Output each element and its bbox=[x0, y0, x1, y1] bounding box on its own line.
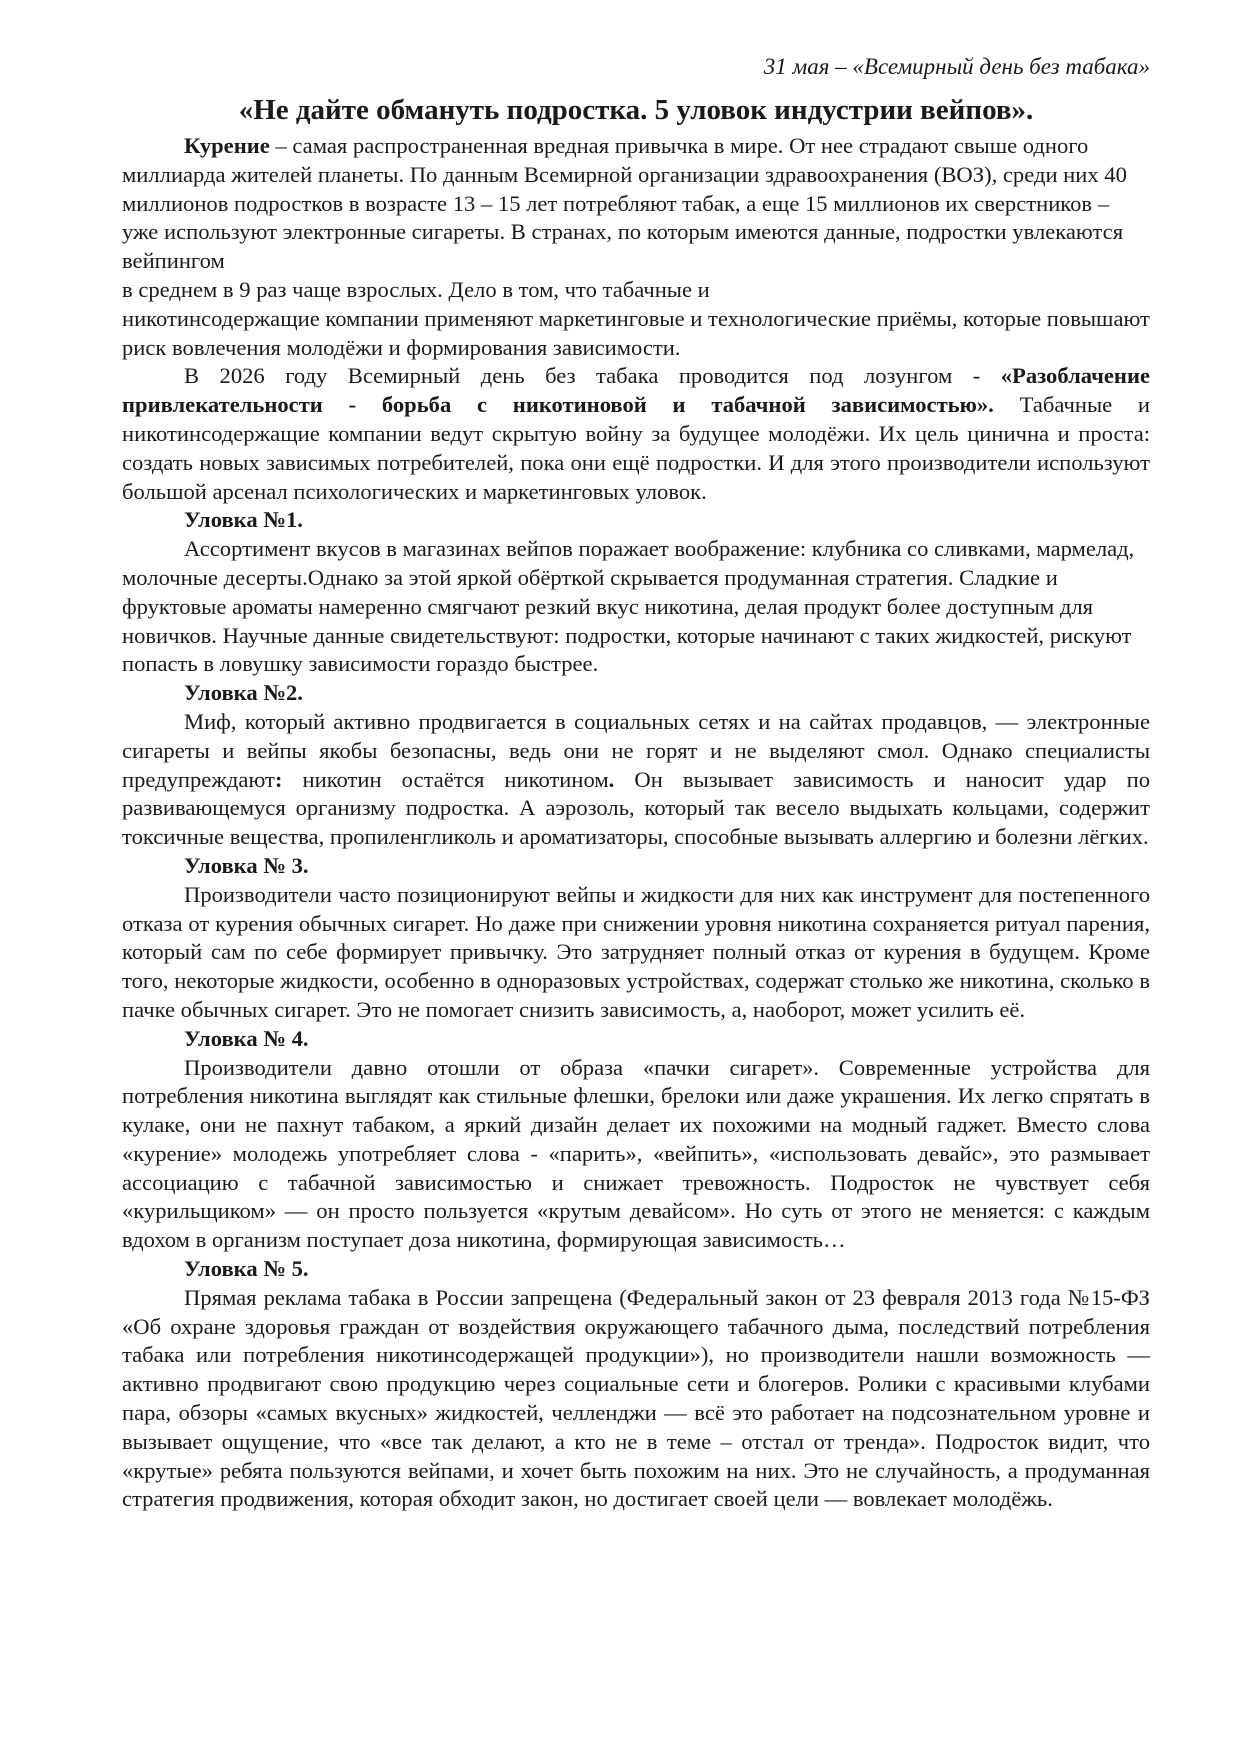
trick-2-text-b: никотин остаётся никотином bbox=[282, 766, 609, 792]
trick-2-dot: . bbox=[608, 766, 615, 792]
trick-2-text-a: Миф, который активно продвигается в социальных сетях и на сайтах продавцов, — электронные сигареты и вейпы якобы безопасны, ведь они не горят и не выделяют смол. Однако специалисты предупреждают bbox=[122, 708, 1150, 792]
intro-line-3: никотинсодержащие компании применяют маркетинговые и технологические приёмы, которые повышают риск вовлечения молодёжи и формирования зависимости. bbox=[122, 305, 1150, 360]
slogan-text-1: В 2026 году Всемирный день без табака проводится под лозунгом - bbox=[184, 363, 1001, 389]
document-page bbox=[122, 52, 1150, 1514]
trick-4-text: Производители давно отошли от образа «пачки сигарет». Современные устройства для потребления никотина выглядят как стильные флешки, брелоки или даже украшения. Их легко спрятать в кулаке, они не пахнут табаком, а яркий дизайн делает их похожими на модный гаджет. Вместо слова «курение» молодежь употребляет слова - «парить», «вейпить», «использовать девайс», это размывает ассоциацию с табачной зависимостью и снижает тревожность. Подросток не чувствует себя «курильщиком» — он просто пользуется «крутым девайсом». Но суть от этого не меняется: с каждым вдохом в организм поступает доза никотина, формирующая зависимость… bbox=[122, 1054, 1150, 1253]
slogan-bold: «Разоблачение привлекательности - борьба с никотиновой и табачной зависимостью». bbox=[122, 363, 1150, 418]
header-note: 31 мая – «Всемирный день без табака» bbox=[763, 54, 1150, 79]
slogan-text-2: Табачные и никотинсодержащие компании ведут скрытую войну за будущее молодёжи. Их цель цинична и проста: создать новых зависимых потребителей, пока они ещё подростки. И для этого производители используют большой арсенал психологических и маркетинговых уловок. bbox=[122, 392, 1151, 504]
trick-5-text: Прямая реклама табака в России запрещена (Федеральный закон от 23 февраля 2013 года №15-ФЗ «Об охране здоровья граждан от воздействия окружающего табачного дыма, последствий потребления табака или потребления никотинсодержащей продукции»), но производители нашли возможность — активно продвигают свою продукцию через социальные сети и блогеров. Ролики с красивыми клубами пара, обзоры «самых вкусных» жидкостей, челленджи — всё это работает на подсознательном уровне и вызывает ощущение, что «все так делают, а кто не в теме – отстал от тренда». Подросток видит, что «крутые» ребята пользуются вейпами, и хочет быть похожим на них. Это не случайность, а продуманная стратегия продвижения, которая обходит закон, но достигает своей цели — вовлекает молодёжь. bbox=[122, 1284, 1150, 1512]
trick-2-text bbox=[122, 708, 1150, 852]
slogan-paragraph bbox=[122, 362, 1150, 506]
trick-1-text: Ассортимент вкусов в магазинах вейпов поражает воображение: клубника со сливками, мармелад, молочные десерты.Однако за этой яркой обёрткой скрывается продуманная стратегия. Сладкие и фруктовые ароматы намеренно смягчают резкий вкус никотина, делая продукт более доступным для новичков. Научные данные свидетельствуют: подростки, которые начинают с таких жидкостей, рискуют попасть в ловушку зависимости гораздо быстрее. bbox=[122, 536, 1135, 677]
intro-paragraph bbox=[122, 132, 1150, 276]
trick-4-heading: Уловка № 4. bbox=[184, 1025, 309, 1051]
intro-text: – самая распространенная вредная привычка в мире. От нее страдают свыше одного миллиарда жителей планеты. По данным Всемирной организации здравоохранения (ВОЗ), среди них 40 миллионов подростков в возрасте 13 – 15 лет потребляют табак, а еще 15 миллионов их сверстников – уже используют электронные сигареты. В странах, по которым имеются данные, подростки увлекаются вейпингом bbox=[122, 133, 1127, 274]
trick-3-text: Производители часто позиционируют вейпы и жидкости для них как инструмент для постепенного отказа от курения обычных сигарет. Но даже при снижении уровня никотина сохраняется ритуал парения, который сам по себе формирует привычку. Это затрудняет полный отказ от курения в будущем. Кроме того, некоторые жидкости, особенно в одноразовых устройствах, содержат столько же никотина, сколько в пачке обычных сигарет. Это не помогает снизить зависимость, а, наоборот, может усилить её. bbox=[122, 881, 1150, 1022]
trick-5-heading: Уловка № 5. bbox=[184, 1256, 309, 1282]
trick-2-colon: : bbox=[274, 766, 283, 792]
trick-3-heading: Уловка № 3. bbox=[184, 852, 309, 878]
trick-2-text-c: Он вызывает зависимость и наносит удар по развивающемуся организму подростка. А аэрозоль, который так весело выдыхать кольцами, содержит токсичные вещества, пропиленгликоль и ароматизаторы, способные вызывать аллергию и болезни лёгких. bbox=[122, 766, 1150, 850]
trick-1-heading: Уловка №1. bbox=[184, 507, 303, 533]
intro-lead-bold: Курение bbox=[184, 133, 270, 158]
document-title: «Не дайте обмануть подростка. 5 уловок индустрии вейпов». bbox=[238, 94, 1034, 126]
intro-line-2: в среднем в 9 раз чаще взрослых. Дело в том, что табачные и bbox=[122, 276, 710, 302]
trick-2-heading: Уловка №2. bbox=[184, 680, 303, 706]
